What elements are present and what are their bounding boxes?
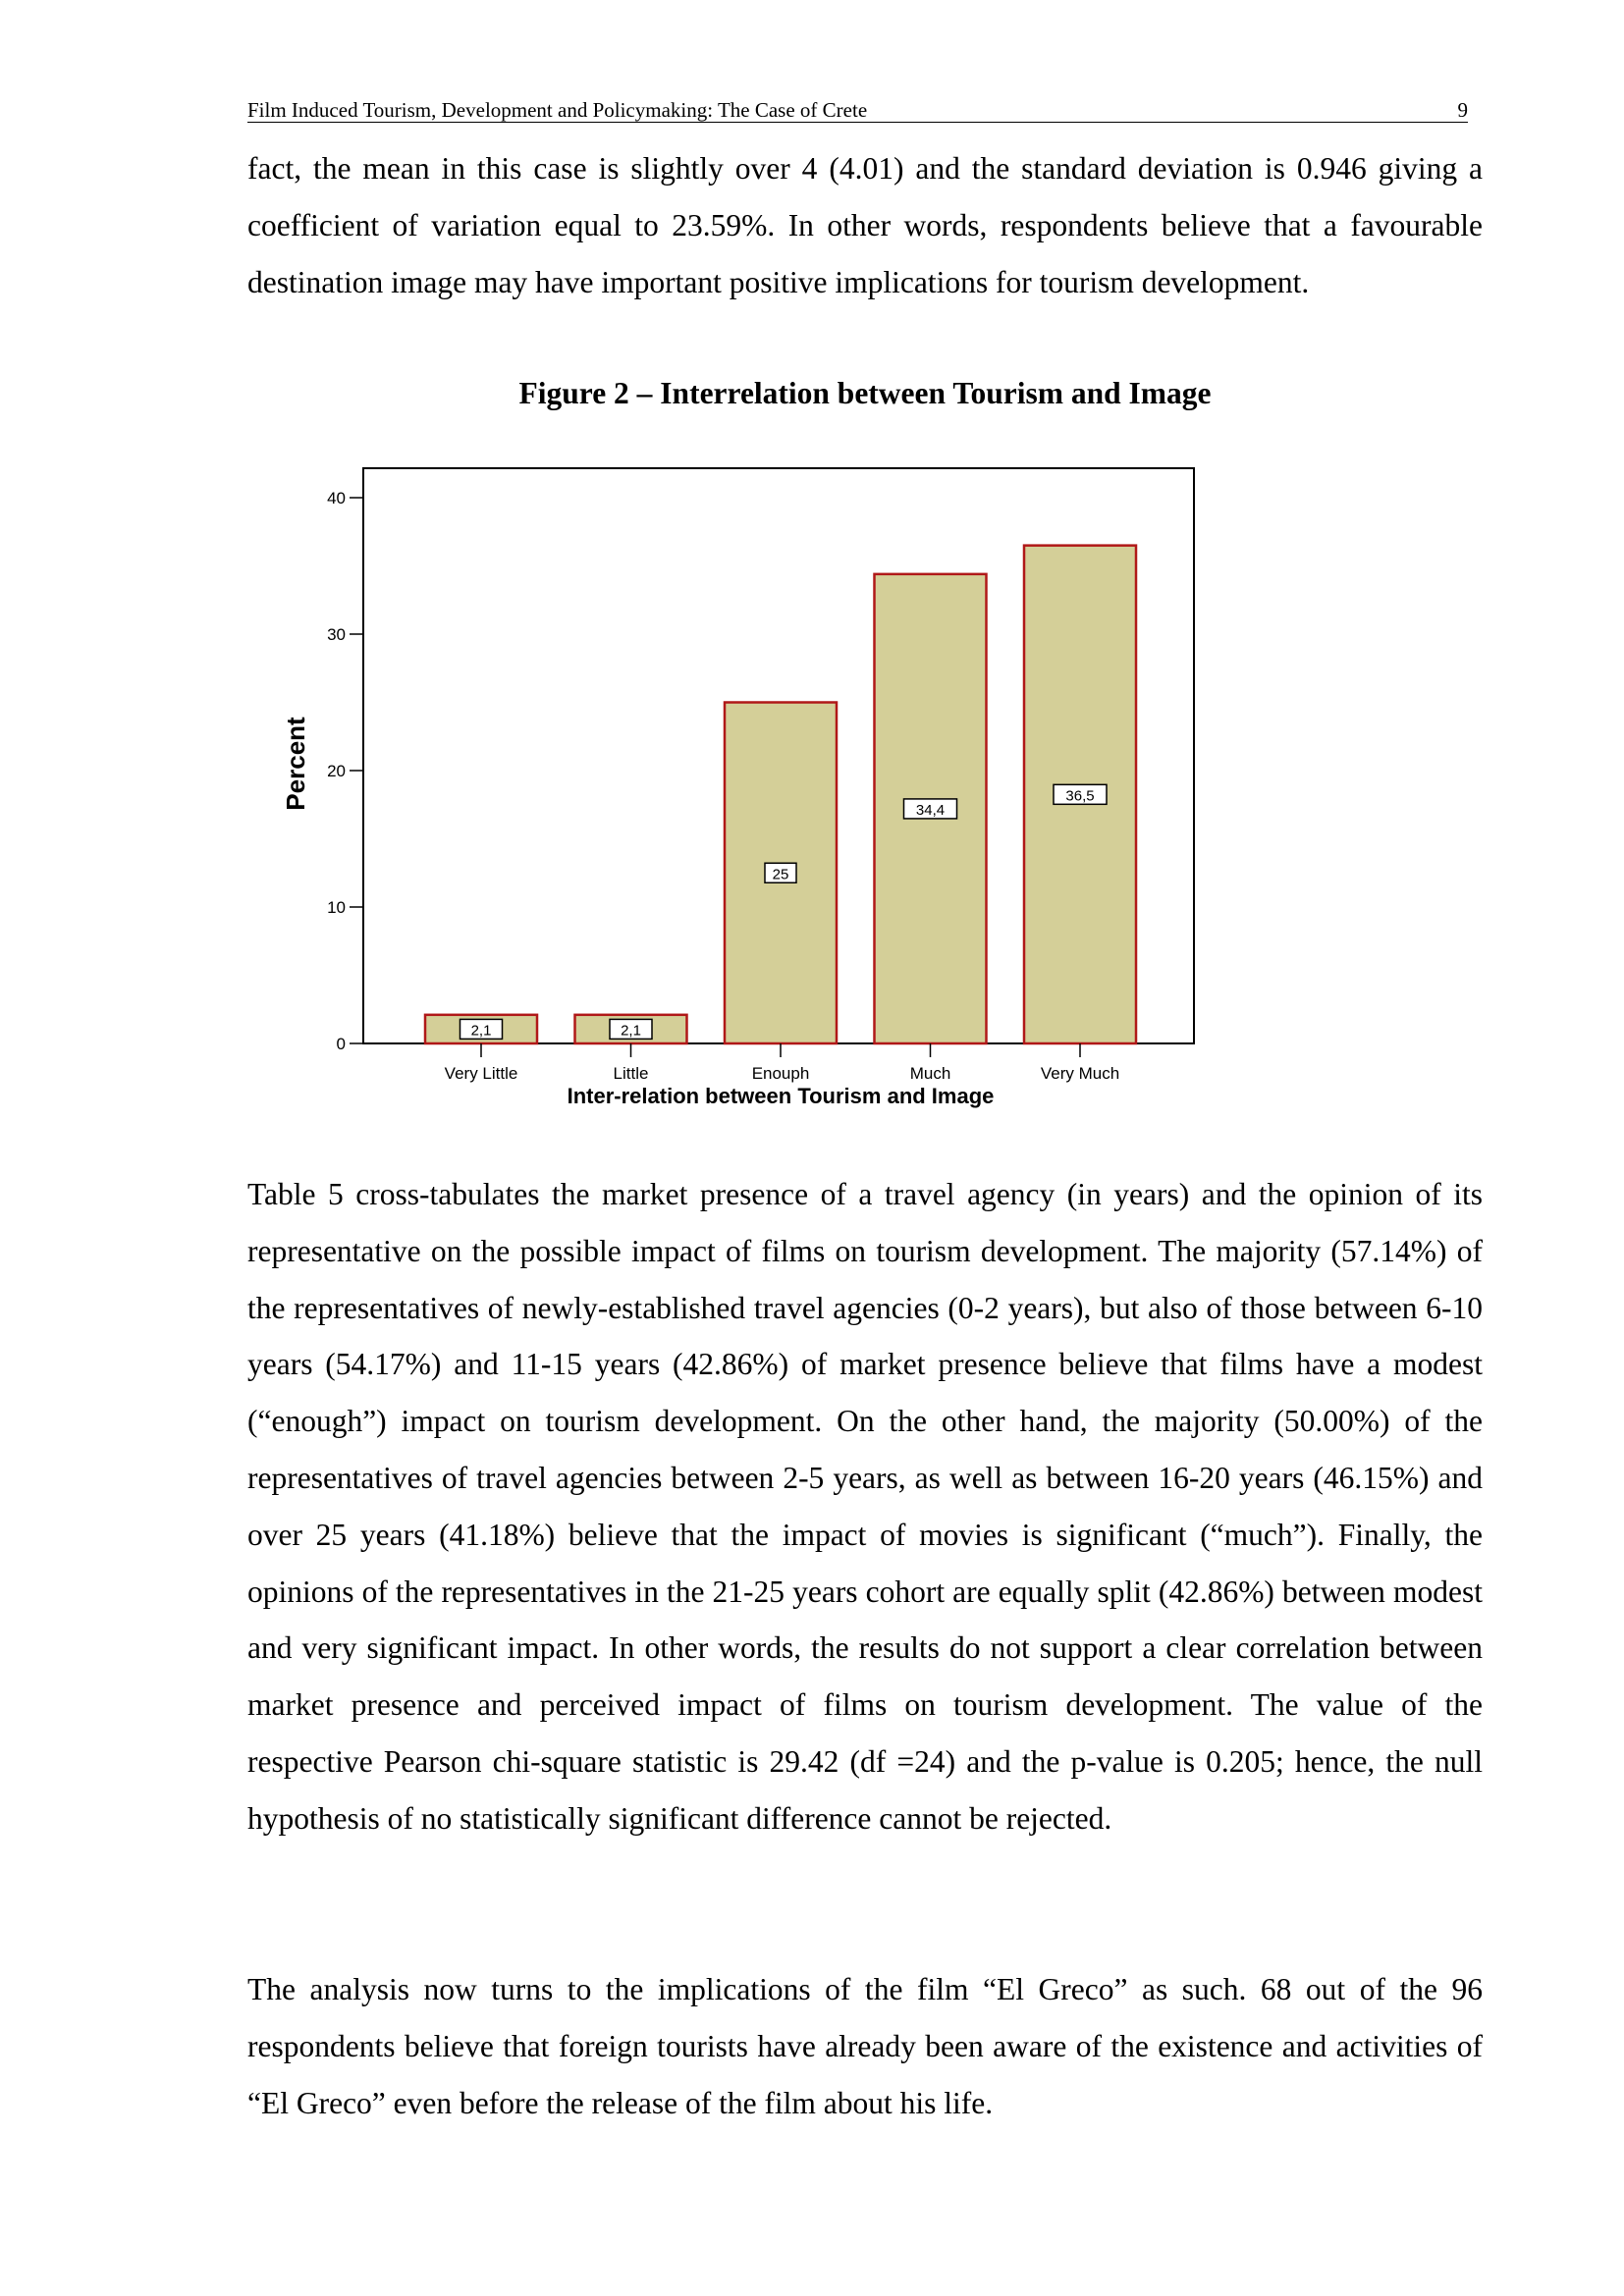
bar-chart (265, 447, 1208, 1114)
data-label: 36,5 (1065, 787, 1095, 805)
paragraph-el-greco: The analysis now turns to the implications of the film “El Greco” as such. 68 out of the 96 respondents believe that foreign tourists have already been aware of the existence and activities of “El Greco” even before the release of the film about his life. (247, 1972, 1483, 2120)
running-header-title: Film Induced Tourism, Development and Policymaking: The Case of Crete (247, 98, 868, 122)
y-tick-label: 10 (327, 898, 346, 917)
y-tick-label: 20 (327, 762, 346, 780)
data-label: 25 (772, 866, 789, 883)
paragraph-intro: fact, the mean in this case is slightly over 4 (4.01) and the standard deviation is 0.946 giving a coefficient of variation equal to 23.59%. In other words, respondents believe that a favourable destination image may have important positive implications for tourism development. (247, 151, 1483, 299)
data-label: 2,1 (470, 1022, 492, 1040)
x-tick-label: Little (613, 1064, 649, 1083)
y-tick-label: 40 (327, 489, 346, 507)
page-number: 9 (1457, 98, 1468, 122)
y-axis-label: Percent (281, 717, 310, 811)
y-tick-label: 30 (327, 625, 346, 644)
running-header (247, 98, 1468, 123)
figure-caption: Figure 2 – Interrelation between Tourism and Image (518, 376, 1212, 410)
x-tick-label: Enouph (751, 1064, 810, 1083)
data-label: 2,1 (621, 1022, 641, 1040)
paragraph-table5: Table 5 cross-tabulates the market presence of a travel agency (in years) and the opinion of its representative on the possible impact of films on tourism development. The majority (57.14%) of the representatives of newly-established travel agencies (0-2 years), but also of those between 6-10 years (54.17%) and 11-15 years (42.86%) of market presence believe that films have a modest (“enough”) impact on tourism development. On the other hand, the majority (50.00%) of the representatives of travel agencies between 2-5 years, as well as between 16-20 years (46.15%) and over 25 years (41.18%) believe that the impact of movies is significant (“much”). Finally, the opinions of the representatives in the 21-25 years cohort are equally split (42.86%) between modest and very significant impact. In other words, the results do not support a clear correlation between market presence and perceived impact of films on tourism development. The value of the respective Pearson chi-square statistic is 29.42 (df =24) and the p-value is 0.205; hence, the null hypothesis of no statistically significant difference cannot be rejected. (247, 1177, 1483, 1836)
x-tick-label: Very Much (1040, 1064, 1120, 1083)
x-tick-label: Very Little (444, 1064, 518, 1083)
x-tick-label: Much (909, 1064, 951, 1083)
x-axis-label: Inter-relation between Tourism and Image (567, 1084, 995, 1108)
data-label: 34,4 (915, 801, 946, 819)
y-tick-label: 0 (336, 1035, 346, 1053)
